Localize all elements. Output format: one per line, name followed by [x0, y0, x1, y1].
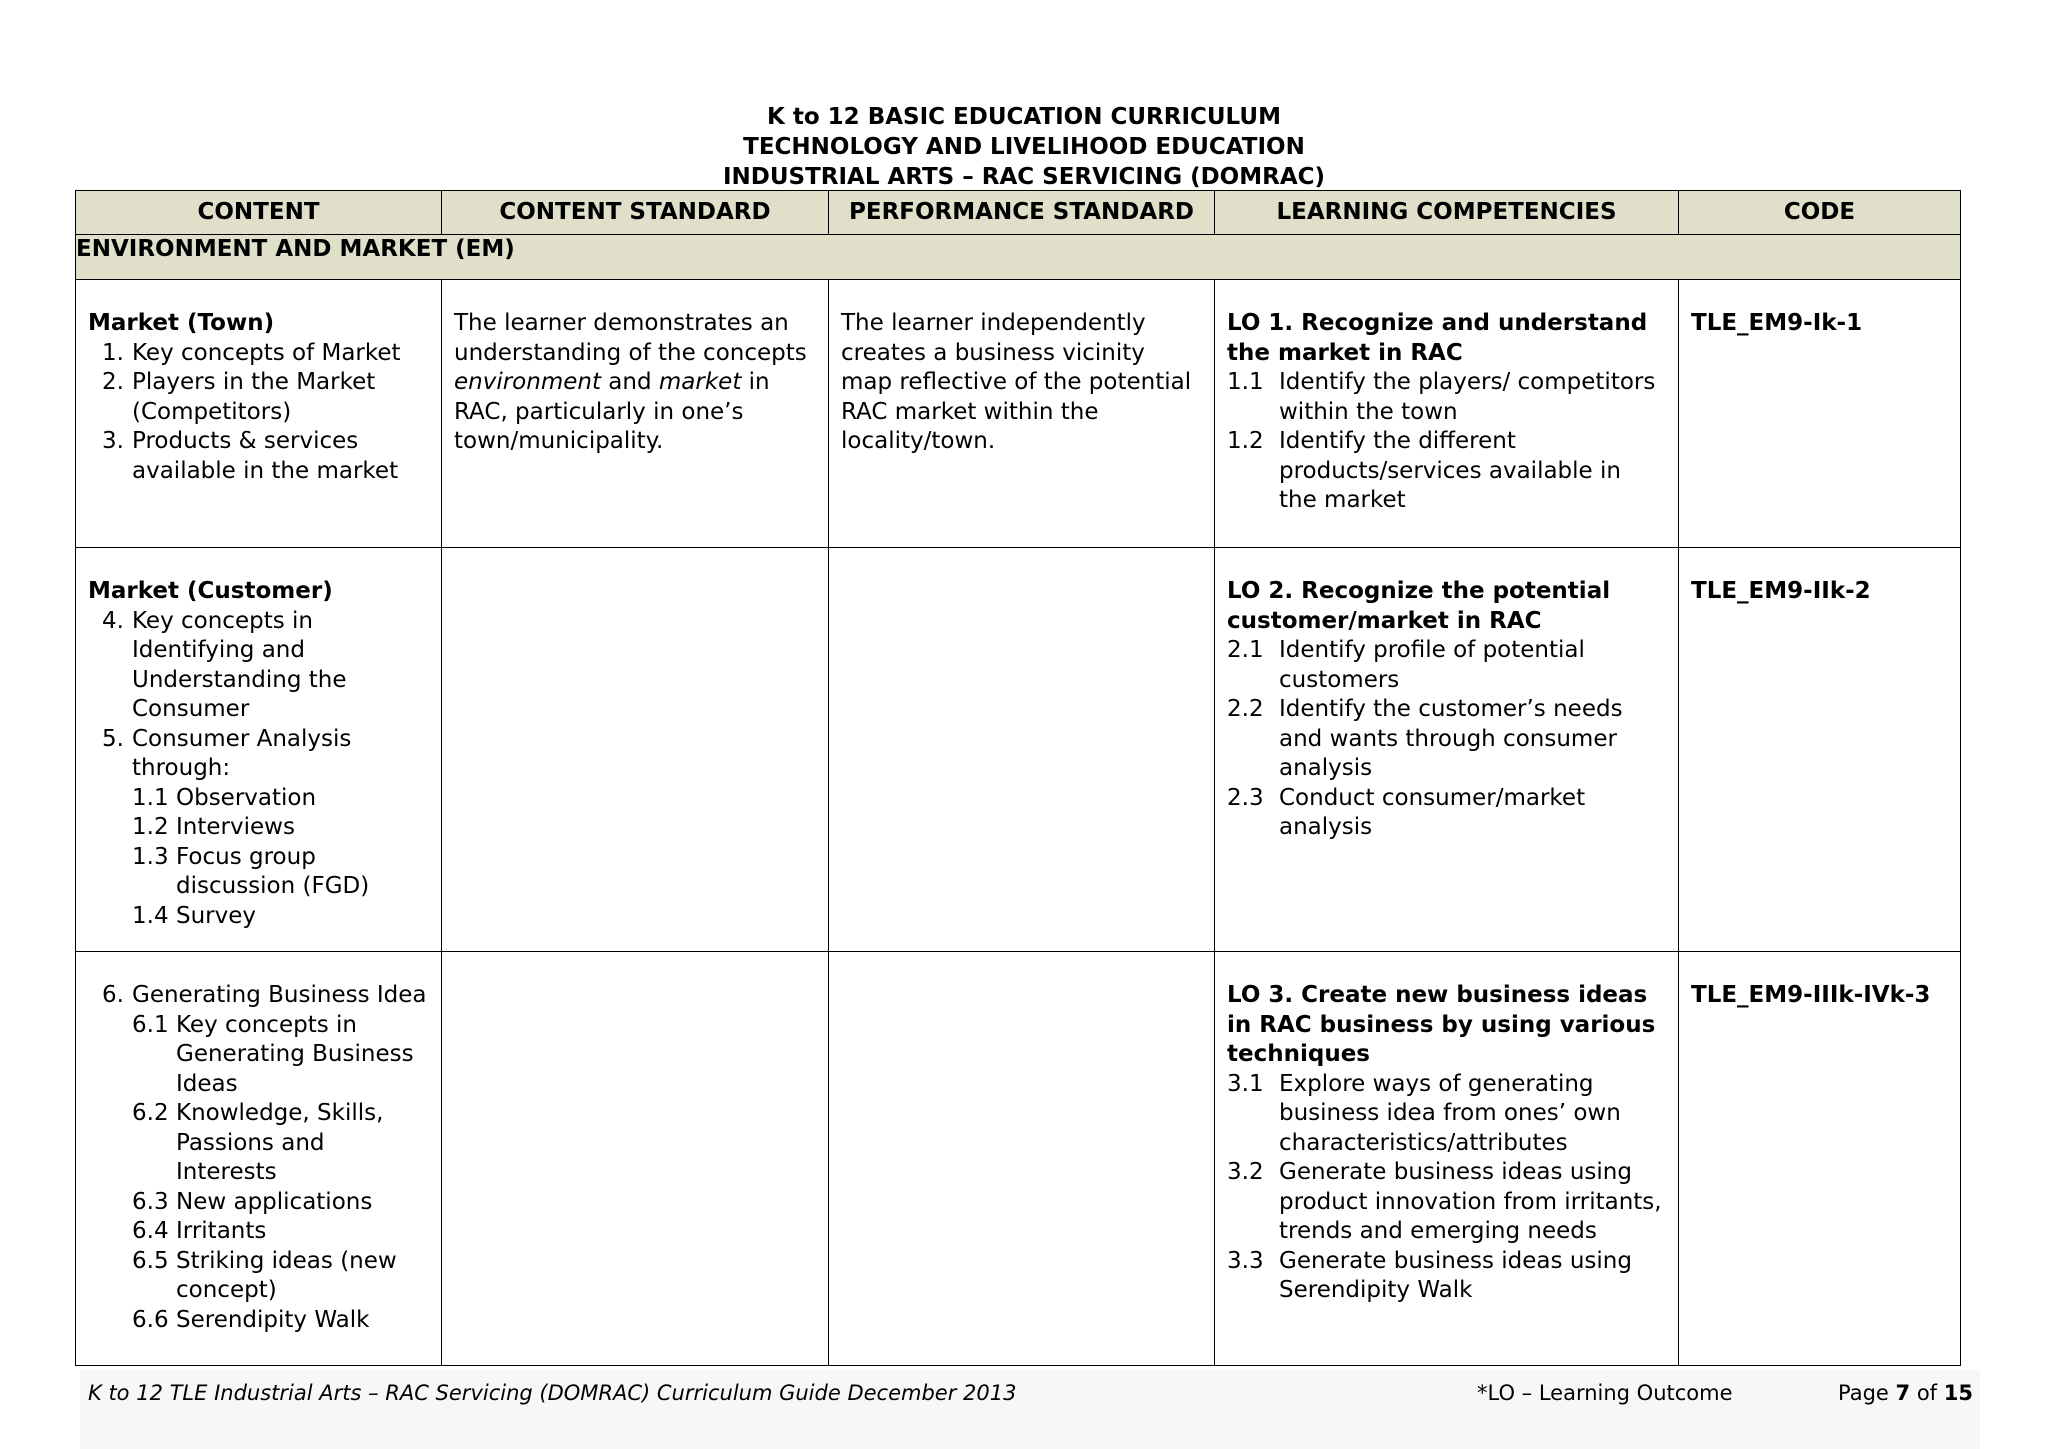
content-cell — [76, 548, 442, 952]
column-header-performance-standard: PERFORMANCE STANDARD — [829, 191, 1215, 235]
code-cell — [1679, 280, 1961, 548]
content-cell — [76, 952, 442, 1366]
list-item: 3. Products & services available in the market — [102, 428, 399, 484]
footer-lo-note: *LO – Learning Outcome — [1477, 1381, 1733, 1405]
table-row — [76, 548, 1961, 952]
content-cell — [76, 280, 442, 548]
competency-list — [1227, 636, 1666, 843]
curriculum-table — [75, 190, 1961, 1366]
list-item: 6. Generating Business Idea — [102, 982, 427, 1008]
list-item: 6.2 Knowledge, Skills, Passions and Interests — [132, 1100, 384, 1185]
list-item: 2.2 Identify the customer’s needs and wants through consumer analysis — [1227, 696, 1623, 781]
table-row — [76, 952, 1961, 1366]
list-item: 1.2 Interviews — [132, 814, 295, 840]
column-header-content: CONTENT — [76, 191, 442, 235]
content-list — [88, 339, 429, 487]
content-title: Market (Town) — [88, 310, 275, 336]
column-header-code: CODE — [1679, 191, 1961, 235]
page-number: Page 7 of 15 — [1838, 1381, 1973, 1405]
section-row — [76, 235, 1961, 280]
code-text: TLE_EM9-IIk-2 — [1691, 578, 1871, 604]
list-item: 1.4 Survey — [132, 902, 257, 929]
list-item: 6.1 Key concepts in Generating Business Ideas — [132, 1011, 414, 1097]
competencies-cell — [1215, 280, 1679, 548]
column-header-content-standard: CONTENT STANDARD — [442, 191, 829, 235]
list-item: 5. Consumer Analysis through: — [102, 725, 352, 781]
list-item: 1. Key concepts of Market — [102, 339, 401, 366]
list-item: 2. Players in the Market (Competitors) — [102, 369, 376, 425]
content-standard-text: The learner demonstrates an understanding of the concepts environment and market in RAC, particularly in one’s town/municipality. — [454, 310, 807, 454]
competency-list — [1227, 368, 1666, 516]
code-text: TLE_EM9-IIIk-IVk-3 — [1691, 982, 1931, 1008]
header-line-2: TECHNOLOGY AND LIVELIHOOD EDUCATION — [743, 134, 1305, 160]
content-standard-cell — [442, 952, 829, 1366]
header-line-3: INDUSTRIAL ARTS – RAC SERVICING (DOMRAC) — [722, 164, 1326, 190]
header-line-1: K to 12 BASIC EDUCATION CURRICULUM — [767, 104, 1281, 130]
column-header-learning-competencies: LEARNING COMPETENCIES — [1215, 191, 1679, 235]
lo-title: LO 1. Recognize and understand the market in RAC — [1227, 310, 1648, 366]
list-item: 1.2 Identify the different products/services available in the market — [1227, 428, 1621, 513]
performance-standard-cell — [829, 548, 1215, 952]
competencies-cell — [1215, 548, 1679, 952]
content-list — [88, 607, 429, 784]
list-item: 4. Key concepts in Identifying and Understanding the Consumer — [102, 607, 347, 722]
code-cell — [1679, 952, 1961, 1366]
list-item: 3.3 Generate business ideas using Serendipity Walk — [1227, 1247, 1632, 1303]
code-text: TLE_EM9-Ik-1 — [1691, 310, 1863, 336]
content-list — [88, 981, 429, 1011]
list-item: 2.1 Identify profile of potential customers — [1227, 637, 1585, 693]
list-item: 3.2 Generate business ideas using product innovation from irritants, trends and emerging needs — [1227, 1159, 1662, 1244]
competencies-cell — [1215, 952, 1679, 1366]
list-item: 6.3 New applications — [132, 1188, 373, 1215]
list-item: 2.3 Conduct consumer/market analysis — [1227, 784, 1586, 840]
footer-guide-title: K to 12 TLE Industrial Arts – RAC Servicing (DOMRAC) Curriculum Guide December 2013 — [88, 1381, 1017, 1405]
list-item: 6.4 Irritants — [132, 1218, 267, 1244]
performance-standard-cell — [829, 952, 1215, 1366]
list-item: 3.1 Explore ways of generating business idea from ones’ own characteristics/attributes — [1227, 1070, 1621, 1156]
content-standard-cell — [442, 280, 829, 548]
performance-standard-text: The learner independently creates a business vicinity map reflective of the potential RAC market within the locality/town. — [841, 310, 1192, 454]
content-sublist — [88, 784, 429, 932]
list-item: 1.3 Focus group discussion (FGD) — [132, 843, 370, 899]
content-standard-cell — [442, 548, 829, 952]
lo-title: LO 2. Recognize the potential customer/market in RAC — [1227, 578, 1611, 634]
list-item: 1.1 Observation — [132, 784, 317, 811]
performance-standard-cell — [829, 280, 1215, 548]
list-item: 6.6 Serendipity Walk — [132, 1306, 370, 1333]
content-sublist — [88, 1011, 429, 1336]
code-cell — [1679, 548, 1961, 952]
document-header — [0, 102, 2048, 192]
content-title: Market (Customer) — [88, 578, 333, 604]
table-header-row — [76, 191, 1961, 235]
competency-list — [1227, 1070, 1666, 1306]
table-row — [76, 280, 1961, 548]
list-item: 6.5 Striking ideas (new concept) — [132, 1247, 397, 1303]
list-item: 1.1 Identify the players/ competitors within the town — [1227, 369, 1656, 425]
section-title: ENVIRONMENT AND MARKET (EM) — [76, 235, 1961, 280]
lo-title: LO 3. Create new business ideas in RAC business by using various techniques — [1227, 982, 1656, 1067]
